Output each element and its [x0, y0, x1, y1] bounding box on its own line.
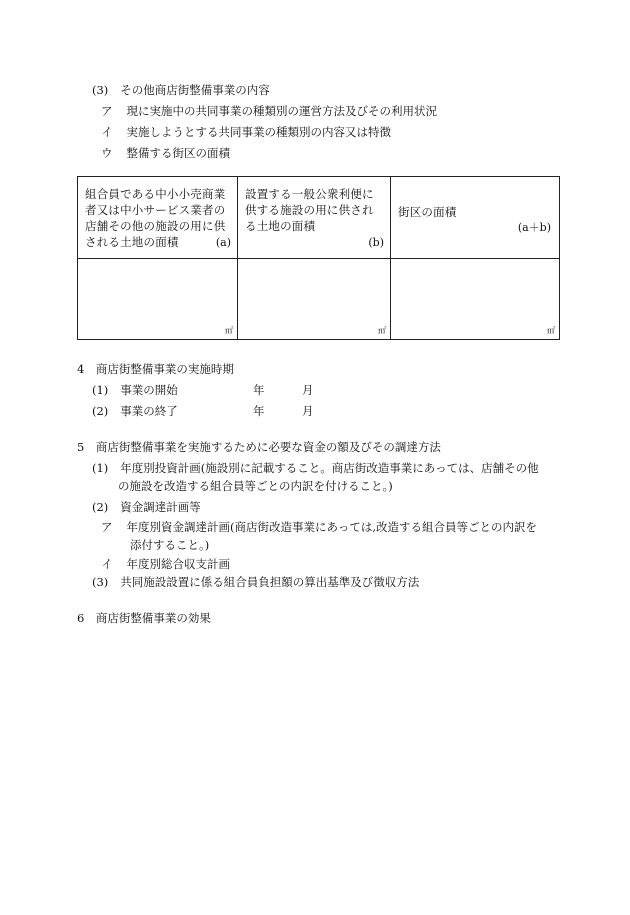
item-text: 整備する街区の面積 — [126, 146, 230, 160]
header-line: 設置する一般公衆利便に — [245, 187, 374, 201]
header-cell-member-land — [78, 177, 238, 259]
section5-title: 5 商店街整備事業を実施するために必要な資金の額及びその調達方法 — [77, 440, 441, 454]
header-tag-a: (a) — [215, 236, 231, 249]
section5-item2-sub-b — [101, 557, 230, 571]
start-year-label: 年 — [253, 383, 265, 397]
item-text: 年度別資金調達計画(商店街改造事業にあっては,改造する組合員等ごとの内訳を — [126, 520, 538, 534]
header-line: 店舗その他の施設の用に供 — [85, 219, 226, 233]
item-text: 事業の終了 — [120, 404, 178, 418]
item-marker: ア — [101, 104, 113, 118]
header-tag-b: (b) — [368, 236, 384, 249]
item-marker: イ — [101, 125, 113, 139]
section3-item-i — [101, 125, 391, 139]
section3-number: (3) — [92, 83, 109, 97]
header-cell-public-land — [238, 177, 391, 259]
section4-item-end — [92, 404, 178, 418]
value-cell-ab[interactable] — [391, 259, 560, 340]
header-line: 供する施設の用に供され — [245, 203, 374, 217]
section4-title: 4 商店街整備事業の実施時期 — [77, 362, 234, 376]
header-line: される土地の面積 — [85, 235, 179, 249]
item-text: 事業の開始 — [120, 383, 178, 397]
section5-item2-sub-a — [101, 520, 537, 534]
item-number: (2) — [92, 404, 109, 418]
section3-item-u — [101, 146, 230, 160]
item-marker: ア — [101, 520, 113, 534]
item-number: (2) — [92, 500, 109, 514]
header-cell-block-area — [391, 177, 560, 259]
section5-item3 — [92, 575, 419, 589]
item-text: 共同施設設置に係る組合員負担額の算出基準及び徴収方法 — [120, 575, 420, 589]
section5-item1-continued: の施設を改造する組合員等ごとの内訳を付けること。) — [118, 479, 393, 493]
header-line: る土地の面積 — [245, 219, 316, 233]
header-line: 街区の面積 — [398, 205, 457, 219]
square-meter-unit: ㎡ — [547, 326, 555, 335]
item-text: 年度別投資計画(施設別に記載すること。商店街改造事業にあっては、店舗その他 — [120, 461, 539, 475]
header-line: 者又は中小サービス業者の — [85, 203, 226, 217]
section5-item2 — [92, 500, 201, 514]
item-text: 実施しようとする共同事業の種類別の内容又は特徴 — [126, 125, 391, 139]
end-month-label: 月 — [302, 404, 314, 418]
value-cell-a[interactable] — [78, 259, 238, 340]
header-tag-ab: (a＋b) — [517, 221, 551, 234]
section5-item2-sub-a-continued: 添付すること。) — [130, 538, 210, 552]
section3-title: その他商店街整備事業の内容 — [120, 83, 270, 97]
section4-item-start — [92, 383, 178, 397]
item-number: (1) — [92, 383, 109, 397]
item-number: (1) — [92, 461, 109, 475]
item-text: 資金調達計画等 — [120, 500, 201, 514]
table-value-row — [78, 259, 560, 340]
start-month-label: 月 — [302, 383, 314, 397]
table-header-row — [78, 177, 560, 259]
land-area-table — [77, 176, 560, 340]
section3-item-a — [101, 104, 437, 118]
item-text: 現に実施中の共同事業の種類別の運営方法及びその利用状況 — [126, 104, 437, 118]
section6-title: 6 商店街整備事業の効果 — [77, 611, 211, 625]
item-marker: ウ — [101, 146, 113, 160]
header-line: 組合員である中小小売商業 — [85, 187, 226, 201]
section3-heading — [92, 83, 270, 97]
item-number: (3) — [92, 575, 109, 589]
square-meter-unit: ㎡ — [225, 326, 233, 335]
item-marker: イ — [101, 557, 113, 571]
square-meter-unit: ㎡ — [378, 326, 386, 335]
section5-item1 — [92, 461, 539, 475]
value-cell-b[interactable] — [238, 259, 391, 340]
end-year-label: 年 — [253, 404, 265, 418]
item-text: 年度別総合収支計画 — [126, 557, 230, 571]
